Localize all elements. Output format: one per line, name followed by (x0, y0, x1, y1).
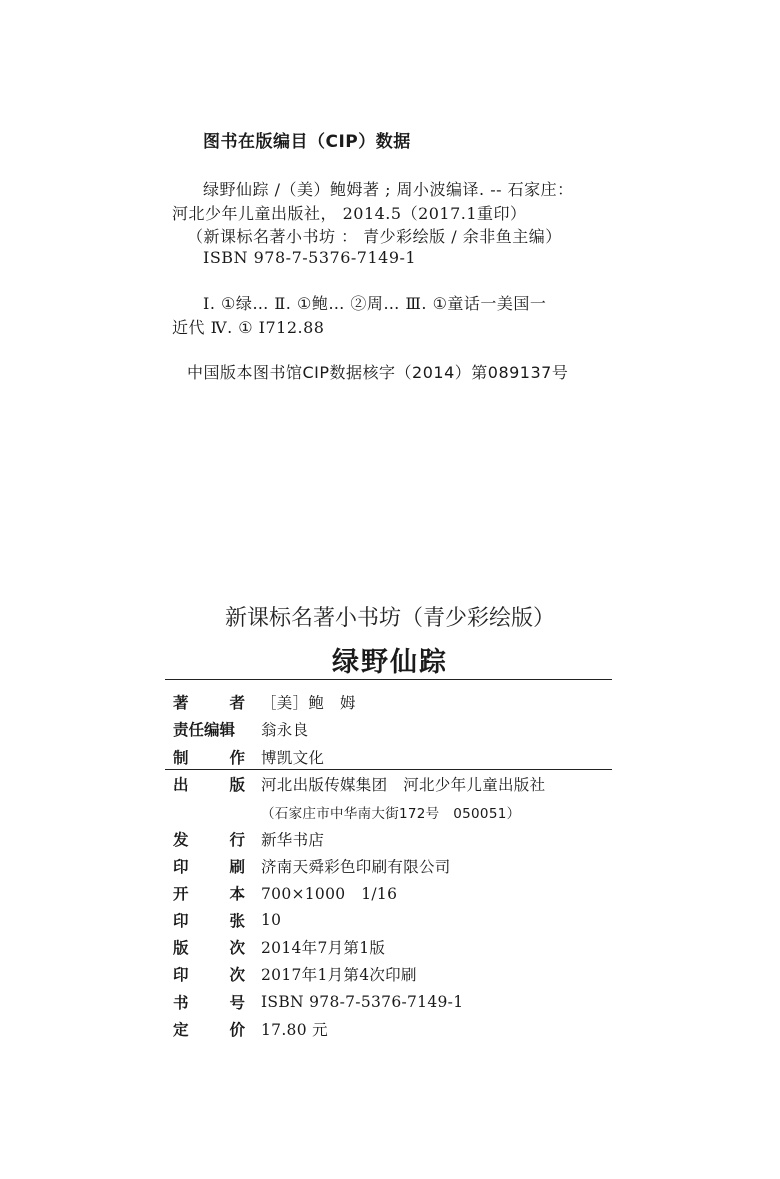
colophon-label: 制 作 (173, 749, 245, 767)
colophon-value: 翁永良 (261, 721, 309, 739)
colophon-value: 17.80 元 (261, 1021, 328, 1039)
colophon-row-editor (173, 717, 308, 741)
cip-line-title: 绿野仙踪 /（美）鲍姆著 ; 周小波编译. -- 石家庄： (203, 180, 574, 199)
colophon-value: 河北出版传媒集团 河北少年儿童出版社 (261, 776, 546, 794)
cip-classification-line-1: Ⅰ. ①绿… Ⅱ. ①鲍… ②周… Ⅲ. ①童话一美国一 (203, 294, 547, 313)
colophon-label: 著 者 (173, 694, 245, 712)
colophon-label: 版 次 (173, 939, 245, 957)
colophon-row-publisher (173, 772, 545, 796)
colophon-label: 印 张 (173, 912, 245, 930)
colophon-row-sheets (173, 908, 281, 932)
colophon-value: 2014年7月第1版 (261, 939, 386, 957)
cip-line-series: （新课标名著小书坊 ： 青少彩绘版 / 余非鱼主编） (187, 227, 562, 246)
colophon-row-edition (173, 935, 385, 959)
cip-line-publisher: 河北少年儿童出版社， 2014.5（2017.1重印） (172, 204, 527, 223)
colophon-label: 责任编辑 (173, 721, 236, 739)
series-title: 新课标名著小书坊（青少彩绘版） (224, 606, 555, 631)
colophon-label: 发 行 (173, 831, 245, 849)
cip-line-isbn: ISBN 978-7-5376-7149-1 (203, 248, 417, 267)
colophon-row-format (173, 881, 397, 905)
colophon-value: 700×1000 1/16 (261, 885, 398, 903)
colophon-row-distributor (173, 827, 324, 851)
colophon-label: 印 次 (173, 966, 245, 984)
colophon-row-production (173, 745, 324, 769)
cip-core-data: 中国版本图书馆CIP数据核字（2014）第089137号 (187, 363, 569, 382)
colophon-rule (165, 769, 612, 770)
colophon-label: 印 刷 (173, 858, 245, 876)
colophon-label: 书 号 (173, 994, 245, 1012)
colophon-value: 新华书店 (261, 831, 325, 849)
colophon-value: ［美］鲍 姆 (261, 694, 356, 712)
colophon-row-author (173, 690, 356, 714)
colophon-label: 开 本 (173, 885, 245, 903)
colophon-value: 济南天舜彩色印刷有限公司 (261, 858, 451, 876)
colophon-label: 定 价 (173, 1021, 245, 1039)
colophon-row-printer (173, 854, 451, 878)
book-title: 绿野仙踪 (332, 647, 448, 678)
colophon-value: 博凯文化 (261, 749, 325, 767)
colophon-label: 出 版 (173, 776, 245, 794)
title-rule (165, 679, 612, 680)
publisher-address: （石家庄市中华南大街172号 050051） (261, 806, 521, 822)
colophon-row-price (173, 1017, 328, 1041)
colophon-row-printing (173, 962, 417, 986)
cip-heading: 图书在版编目（CIP）数据 (203, 132, 411, 152)
colophon-value: ISBN 978-7-5376-7149-1 (261, 993, 464, 1011)
cip-classification-line-2: 近代 Ⅳ. ① I712.88 (172, 318, 325, 337)
colophon-row-isbn (173, 990, 463, 1014)
colophon-value: 10 (261, 911, 282, 929)
colophon-value: 2017年1月第4次印刷 (261, 966, 417, 984)
